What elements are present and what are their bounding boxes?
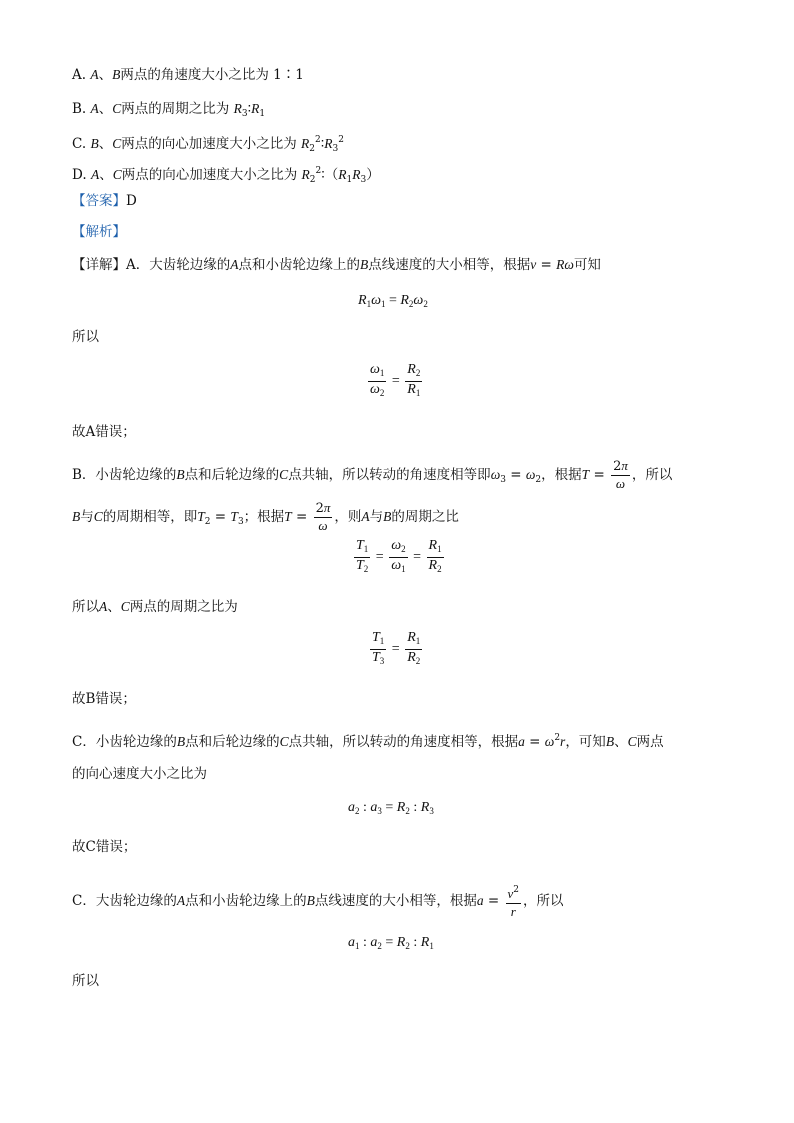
so-label-1: 所以 — [72, 329, 99, 345]
equation-1: $R_1\omega_1 = R_2\omega_2$ — [358, 293, 428, 309]
detail-b-text-2: B与C的周期相等，即$T_2 = T_3$；根据T = $\frac{2\pi}{\omega}$ ，则A与B的周期之比 — [72, 500, 459, 533]
detail-c-text-2: 的向心速度大小之比为 — [72, 766, 207, 782]
answer-value: D — [126, 193, 137, 209]
answer-line — [72, 192, 137, 210]
c-wrong: 故C错误； — [72, 839, 137, 855]
equation-6: $a_1$ : $a_2 = R_2$ : $R_1$ — [348, 935, 434, 951]
detail-a-text: 【详解】A．大齿轮边缘的A点和小齿轮边缘上的B点线速度的大小相等，根据v = Rω可知 — [72, 257, 601, 273]
so-label-2: 所以 — [72, 973, 99, 989]
analysis-tag: 【解析】 — [72, 224, 126, 240]
detail-b-text-1: B．小齿轮边缘的B点和后轮边缘的C点共轴，所以转动的角速度相等即$\omega_3 = \omega_2$，根据T = $\frac{2\pi}{\omega}$ ，所以 — [72, 458, 673, 491]
equation-4: $\frac{T_1}{T_3}$ = $\frac{R_1}{R_2}$ — [372, 630, 421, 666]
equation-5: $a_2$ : $a_3 = R_2$ : $R_3$ — [348, 800, 434, 816]
equation-2: $\frac{\omega_1}{\omega_2}$ = $\frac{R_2}{R_1}$ — [370, 362, 421, 398]
option-c: C. B、C两点的向心加速度大小之比为 $R_2^2∶R_3^2$ — [72, 135, 344, 154]
option-d: D. A、C两点的向心加速度大小之比为 $R_2^2∶(R_1R_3)$ — [72, 166, 380, 185]
answer-tag: 【答案】 — [72, 193, 126, 209]
a-wrong: 故A错误； — [72, 424, 136, 440]
detail-d-text: C．大齿轮边缘的A点和小齿轮边缘上的B点线速度的大小相等，根据a = $\frac{v^2}{r}$ ，所以 — [72, 882, 564, 921]
option-b: B. A、C两点的周期之比为 $R_3∶R_1$ — [72, 101, 266, 119]
equation-3: $\frac{T_1}{T_2}$ = $\frac{\omega_2}{\omega_1}$ = $\frac{R_1}{R_2}$ — [356, 538, 442, 574]
detail-c-text-1: C．小齿轮边缘的B点和后轮边缘的C点共轴，所以转动的角速度相等，根据$a = \omega^2r$，可知B、C两点 — [72, 733, 664, 750]
b-so: 所以A、C两点的周期之比为 — [72, 599, 238, 615]
option-a: A. A、B两点的角速度大小之比为 1∶1 — [72, 67, 304, 83]
b-wrong: 故B错误； — [72, 691, 136, 707]
